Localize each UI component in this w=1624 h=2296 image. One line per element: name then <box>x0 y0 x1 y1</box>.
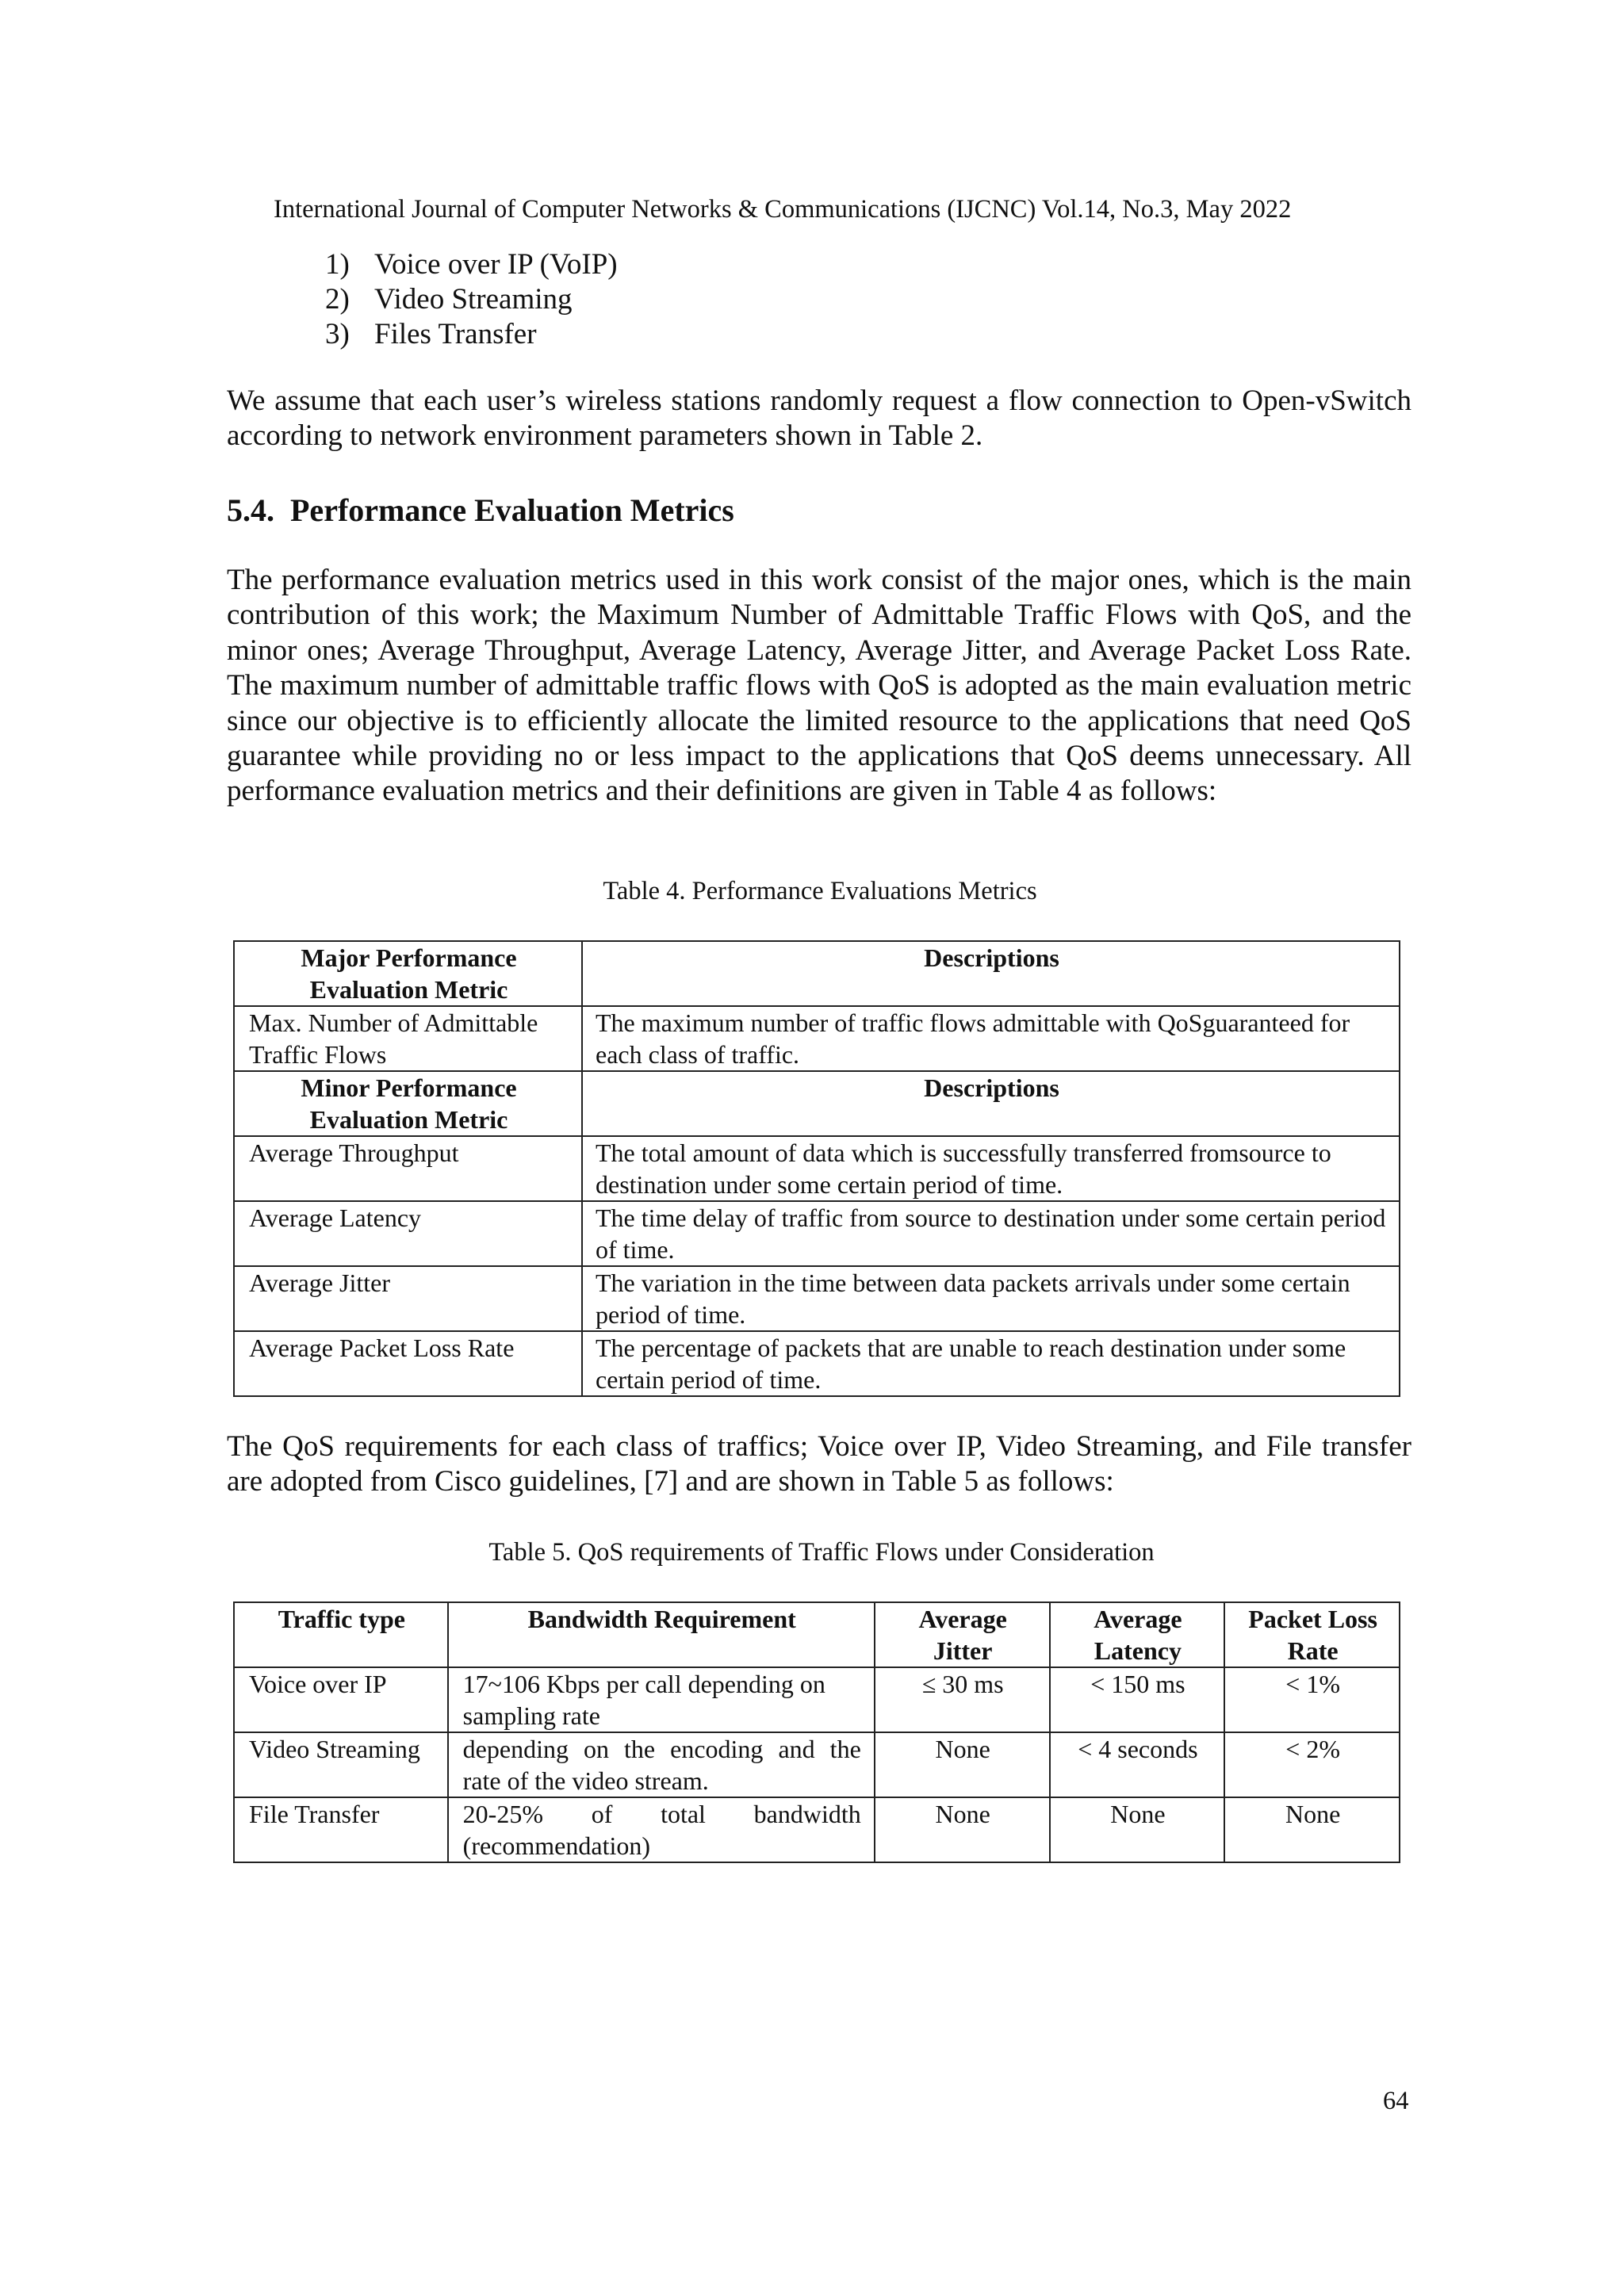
section-heading: 5.4. Performance Evaluation Metrics <box>227 492 734 528</box>
paragraph-qos-intro: The QoS requirements for each class of traffics; Voice over IP, Video Streaming, and File transfer are adopted from Cisco guidelines, [7] and are shown in Table 5 as follows: <box>227 1430 1411 1498</box>
list-item: 2) Video Streaming <box>325 283 573 316</box>
table4-caption: Table 4. Performance Evaluations Metrics <box>603 877 1037 905</box>
description-cell: The total amount of data which is successfully transferred fromsource to destination under some certain period of time. <box>582 1136 1400 1201</box>
table-header-row <box>234 941 1400 1006</box>
column-header: Average Jitter <box>875 1602 1050 1667</box>
table-cell: ≤ 30 ms <box>875 1667 1050 1732</box>
table4-performance-metrics <box>233 940 1400 1397</box>
table5-qos-requirements <box>233 1601 1400 1863</box>
descriptions-header: Descriptions <box>582 1071 1400 1136</box>
metric-cell: Average Latency <box>234 1201 582 1266</box>
table-row <box>234 1201 1400 1266</box>
table-row <box>234 1006 1400 1071</box>
description-cell: The time delay of traffic from source to destination under some certain period of time. <box>582 1201 1400 1266</box>
minor-metric-header: Minor Performance Evaluation Metric <box>234 1071 582 1136</box>
metric-cell: Max. Number of Admittable Traffic Flows <box>234 1006 582 1071</box>
list-item: 1) Voice over IP (VoIP) <box>325 248 618 281</box>
table-cell: < 2% <box>1224 1732 1400 1797</box>
table-cell: < 150 ms <box>1050 1667 1225 1732</box>
table-cell: Video Streaming <box>234 1732 448 1797</box>
column-header: Bandwidth Requirement <box>448 1602 875 1667</box>
table-cell: depending on the encoding and the rate of the video stream. <box>448 1732 875 1797</box>
table-cell: None <box>1224 1797 1400 1862</box>
metric-cell: Average Throughput <box>234 1136 582 1201</box>
column-header: Average Latency <box>1050 1602 1225 1667</box>
table-cell: Voice over IP <box>234 1667 448 1732</box>
metric-cell: Average Jitter <box>234 1266 582 1331</box>
running-header: International Journal of Computer Networks & Communications (IJCNC) Vol.14, No.3, May 2022 <box>274 195 1292 224</box>
table-header-row <box>234 1071 1400 1136</box>
table-row <box>234 1667 1400 1732</box>
table-row <box>234 1797 1400 1862</box>
table-cell: None <box>875 1797 1050 1862</box>
descriptions-header: Descriptions <box>582 941 1400 1006</box>
table-cell: File Transfer <box>234 1797 448 1862</box>
column-header: Traffic type <box>234 1602 448 1667</box>
major-metric-header: Major Performance Evaluation Metric <box>234 941 582 1006</box>
traffic-class-list <box>325 247 618 352</box>
paragraph-assume: We assume that each user’s wireless stations randomly request a flow connection to Open-vSwitch according to network environment parameters shown in Table 2. <box>227 385 1411 453</box>
table-cell: None <box>1050 1797 1225 1862</box>
table-row <box>234 1732 1400 1797</box>
metric-cell: Average Packet Loss Rate <box>234 1331 582 1396</box>
description-cell: The percentage of packets that are unable to reach destination under some certain period of time. <box>582 1331 1400 1396</box>
page-number: 64 <box>1383 2087 1409 2115</box>
description-cell: The maximum number of traffic flows admittable with QoSguaranteed for each class of traffic. <box>582 1006 1400 1071</box>
column-header: Packet Loss Rate <box>1224 1602 1400 1667</box>
description-cell: The variation in the time between data packets arrivals under some certain period of time. <box>582 1266 1400 1331</box>
table-row <box>234 1136 1400 1201</box>
table-cell: None <box>875 1732 1050 1797</box>
list-item: 3) Files Transfer <box>325 318 537 350</box>
table5-caption: Table 5. QoS requirements of Traffic Flows under Consideration <box>488 1538 1155 1567</box>
table-cell: 20-25% of total bandwidth (recommendation) <box>448 1797 875 1862</box>
paragraph-metrics-intro: The performance evaluation metrics used in this work consist of the major ones, which is the main contribution of this work; the Maximum Number of Admittable Traffic Flows with QoS, and the minor ones; Average Throughput, Average Latency, Average Jitter, and Average Packet Loss Rate. The maximum number of admittable traffic flows with QoS is adopted as the main evaluation metric since our objective is to efficiently allocate the limited resource to the applications that need QoS guarantee while providing no or less impact to the applications that QoS deems unnecessary. All performance evaluation metrics and their definitions are given in Table 4 as follows: <box>227 564 1411 808</box>
table-header-row <box>234 1602 1400 1667</box>
table-cell: 17~106 Kbps per call depending on sampling rate <box>448 1667 875 1732</box>
table-cell: < 1% <box>1224 1667 1400 1732</box>
table-row <box>234 1331 1400 1396</box>
table-row <box>234 1266 1400 1331</box>
table-cell: < 4 seconds <box>1050 1732 1225 1797</box>
